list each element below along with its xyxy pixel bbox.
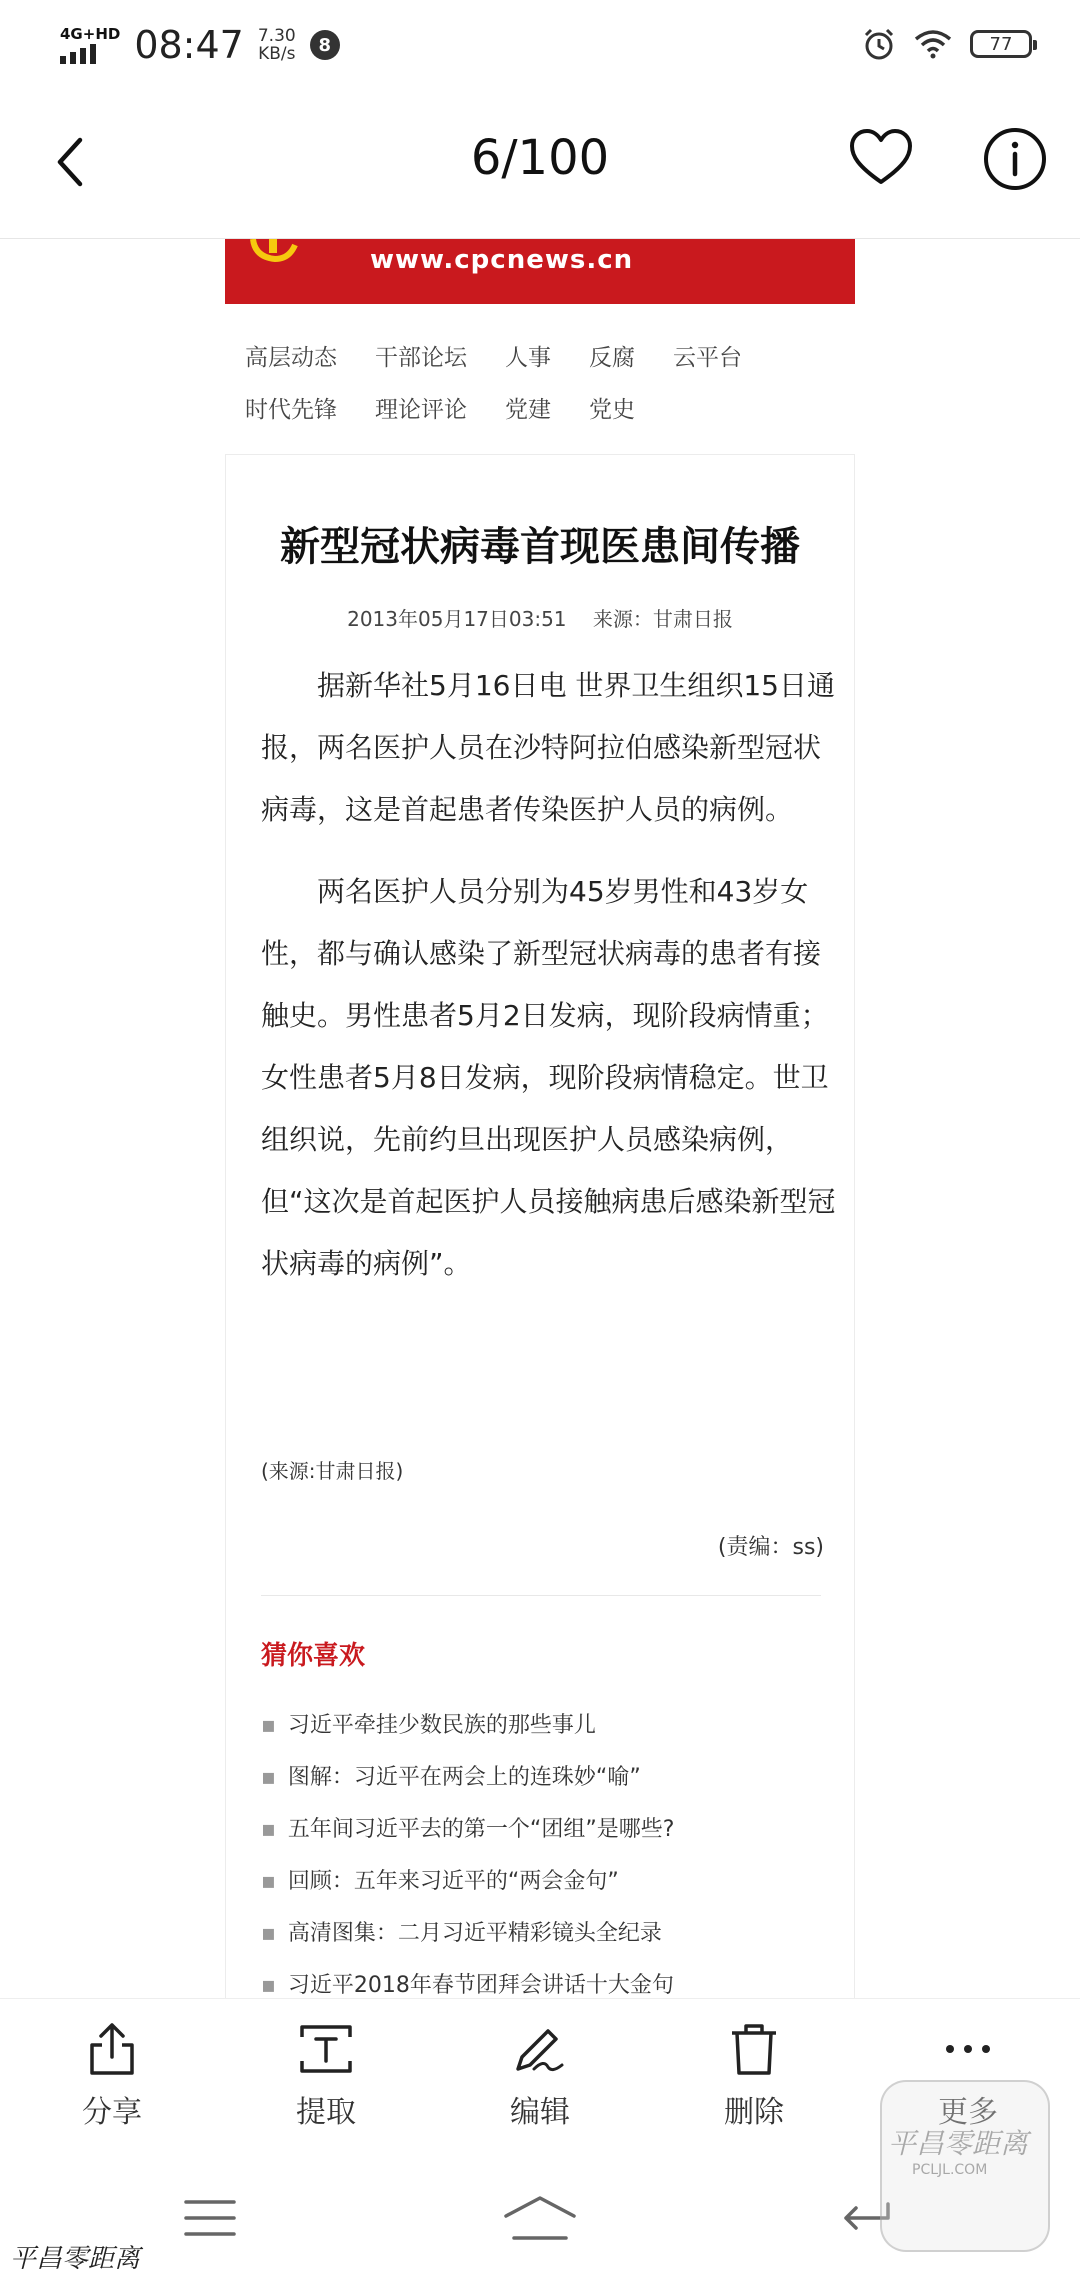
nav-link[interactable]: 高层动态 [245,344,337,371]
speed-value: 7.30 [257,26,296,46]
site-banner [225,239,855,304]
menu-icon[interactable] [180,2190,240,2246]
recommend-item[interactable]: ▪ 图解：习近平在两会上的连珠妙“喻” [261,1765,641,1790]
recommend-item[interactable]: ▪ 回顾：五年来习近平的“两会金句” [261,1869,619,1894]
network-speed [258,27,296,63]
delete-button[interactable] [679,2019,829,2131]
article-paragraph: 据新华社5月16日电 世界卫生组织15日通报，两名医护人员在沙特阿拉伯感染新型冠状病毒，这是首起患者传染医护人员的病例。 [261,669,835,826]
extract-label: 提取 [296,2095,356,2130]
recommend-item-label: 习近平牵挂少数民族的那些事儿 [287,1713,596,1738]
recommend-item[interactable]: ▪ 高清图集：二月习近平精彩镜头全纪录 [261,1921,662,1946]
watermark-title: 平昌零距离 [888,2127,1029,2160]
article-body [261,655,836,1315]
share-button[interactable] [37,2019,187,2131]
nav-link[interactable]: 党建 [505,396,551,423]
trash-icon [724,2019,784,2079]
screenshot-content[interactable] [0,239,1080,1999]
delete-label: 删除 [724,2095,784,2130]
recommend-list [261,1700,831,1999]
recommend-item-label: 图解：习近平在两会上的连珠妙“喻” [287,1765,641,1790]
banner-url: www.cpcnews.cn [370,245,634,275]
notification-badge: 8 [310,30,340,60]
battery-level: 77 [989,33,1013,55]
status-bar [0,0,1080,90]
recommend-title: 猜你喜欢 [261,1641,366,1671]
nav-link[interactable]: 人事 [505,344,551,371]
favorite-heart-icon[interactable] [848,126,914,192]
nav-link[interactable]: 干部论坛 [375,344,467,371]
watermark-bottom-right [880,2080,1050,2252]
nav-row-1 [245,329,845,381]
extract-text-button[interactable] [251,2019,401,2131]
article-meta [226,603,854,632]
article-source: 来源：甘肃日报 [592,607,733,631]
watermark-bottom-left: 平昌零距离 [10,2244,141,2274]
article-footer-source: (来源:甘肃日报) [261,1459,404,1483]
speed-unit: KB/s [258,44,296,64]
recommend-item-label: 高清图集：二月习近平精彩镜头全纪录 [287,1921,662,1946]
nav-link[interactable]: 党史 [589,396,635,423]
nav-link[interactable]: 理论评论 [375,396,467,423]
network-type: 4G+HD [60,25,121,43]
article-date: 2013年05月17日03:51 [347,607,567,631]
edit-button[interactable] [465,2019,615,2131]
nav-link[interactable]: 云平台 [673,344,742,371]
article-card [225,454,855,1999]
more-label: 更多 [938,2095,998,2130]
battery-icon [970,30,1032,58]
viewer-header [0,90,1080,239]
status-left [60,20,340,70]
article-title: 新型冠状病毒首现医患间传播 [280,524,800,570]
home-icon[interactable] [500,2190,580,2246]
share-icon [82,2019,142,2079]
more-dots-icon [938,2019,998,2079]
extract-text-icon [296,2019,356,2079]
nav-link[interactable]: 反腐 [589,344,635,371]
recommend-item[interactable]: ▪ 五年间习近平去的第一个“团组”是哪些? [261,1817,675,1842]
recommend-item[interactable]: ▪ 习近平2018年春节团拜会讲话十大金句 [261,1973,674,1998]
edit-pen-icon [510,2019,570,2079]
recommend-item-label: 回顾：五年来习近平的“两会金句” [287,1869,619,1894]
info-icon[interactable] [982,126,1048,192]
share-label: 分享 [82,2095,142,2130]
article-editor: (责编：ss) [717,1535,824,1560]
clock: 08:47 [134,23,244,67]
nav-row-2 [245,381,845,433]
article-paragraph: 两名医护人员分别为45岁男性和43岁女性，都与确认感染了新型冠状病毒的患者有接触史。男性患者5月2日发病，现阶段病情重；女性患者5月8日发病，现阶段病情稳定。世卫组织说，先前约旦出现医护人员感染病例，但“这次是首起医护人员接触病患后感染新型冠状病毒的病例”。 [261,875,836,1280]
edit-label: 编辑 [510,2095,570,2130]
recommend-item[interactable]: ▪ 习近平牵挂少数民族的那些事儿 [261,1713,596,1738]
signal-indicator [60,26,120,64]
signal-bars-icon [60,42,96,64]
page-counter: 6/100 [470,130,610,186]
nav-link[interactable]: 时代先锋 [245,396,337,423]
party-emblem-icon [245,239,305,269]
status-right [862,22,1032,66]
alarm-icon [862,27,896,61]
recommend-item-label: 五年间习近平去的第一个“团组”是哪些? [287,1817,675,1842]
recommend-item-label: 习近平2018年春节团拜会讲话十大金句 [287,1973,674,1998]
wifi-icon [914,29,952,59]
watermark-url: PCLJL.COM [912,2162,988,2178]
divider [261,1595,821,1596]
site-nav [245,329,845,433]
